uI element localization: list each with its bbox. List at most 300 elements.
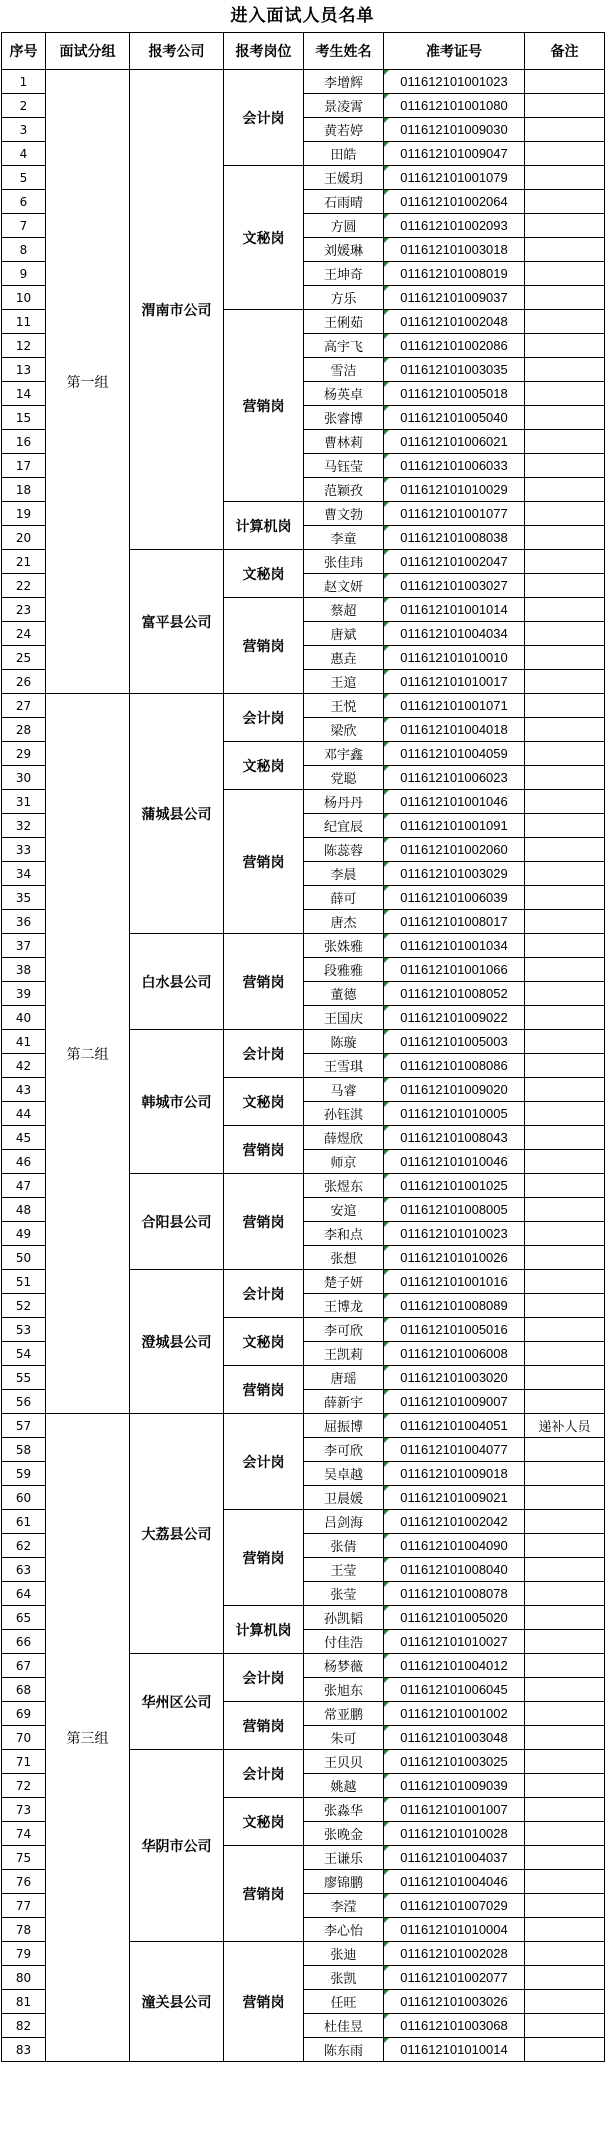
note-cell [525, 1582, 605, 1606]
note-cell [525, 1126, 605, 1150]
note-cell [525, 94, 605, 118]
candidate-name-cell: 姚越 [304, 1774, 384, 1798]
exam-id-cell: 011612101008052 [384, 982, 525, 1006]
seq-cell: 36 [2, 910, 46, 934]
candidate-name-cell: 雪洁 [304, 358, 384, 382]
exam-id-cell: 011612101003035 [384, 358, 525, 382]
candidate-name-cell: 张煜东 [304, 1174, 384, 1198]
seq-cell: 10 [2, 286, 46, 310]
exam-id-cell: 011612101006039 [384, 886, 525, 910]
candidate-name-cell: 张凯 [304, 1966, 384, 1990]
position-cell: 文秘岗 [224, 1318, 304, 1366]
note-cell [525, 1654, 605, 1678]
candidate-name-cell: 梁欣 [304, 718, 384, 742]
candidate-name-cell: 陈蕊蓉 [304, 838, 384, 862]
candidate-name-cell: 党聪 [304, 766, 384, 790]
position-cell: 会计岗 [224, 1654, 304, 1702]
candidate-name-cell: 张倩 [304, 1534, 384, 1558]
exam-id-cell: 011612101006021 [384, 430, 525, 454]
exam-id-cell: 011612101008040 [384, 1558, 525, 1582]
candidate-name-cell: 董德 [304, 982, 384, 1006]
seq-cell: 22 [2, 574, 46, 598]
note-cell [525, 1558, 605, 1582]
candidate-name-cell: 廖锦鹏 [304, 1870, 384, 1894]
candidate-name-cell: 王媛玥 [304, 166, 384, 190]
note-cell [525, 1822, 605, 1846]
exam-id-cell: 011612101008089 [384, 1294, 525, 1318]
note-cell [525, 1366, 605, 1390]
note-cell [525, 526, 605, 550]
position-cell: 会计岗 [224, 70, 304, 166]
company-cell: 大荔县公司 [130, 1414, 224, 1654]
candidate-name-cell: 楚子妍 [304, 1270, 384, 1294]
seq-cell: 78 [2, 1918, 46, 1942]
position-cell: 营销岗 [224, 1174, 304, 1270]
position-cell: 会计岗 [224, 1030, 304, 1078]
seq-cell: 74 [2, 1822, 46, 1846]
candidate-name-cell: 安逭 [304, 1198, 384, 1222]
exam-id-cell: 011612101001034 [384, 934, 525, 958]
candidate-name-cell: 李心怡 [304, 1918, 384, 1942]
note-cell [525, 1462, 605, 1486]
seq-cell: 73 [2, 1798, 46, 1822]
candidate-name-cell: 石雨晴 [304, 190, 384, 214]
note-cell [525, 910, 605, 934]
candidate-name-cell: 吕剑海 [304, 1510, 384, 1534]
candidate-name-cell: 方乐 [304, 286, 384, 310]
exam-id-cell: 011612101009007 [384, 1390, 525, 1414]
seq-cell: 56 [2, 1390, 46, 1414]
exam-id-cell: 011612101010029 [384, 478, 525, 502]
seq-cell: 23 [2, 598, 46, 622]
candidate-name-cell: 卫晨媛 [304, 1486, 384, 1510]
seq-cell: 61 [2, 1510, 46, 1534]
table-body [2, 70, 605, 2062]
seq-cell: 18 [2, 478, 46, 502]
note-cell [525, 1006, 605, 1030]
seq-cell: 77 [2, 1894, 46, 1918]
exam-id-cell: 011612101008005 [384, 1198, 525, 1222]
seq-cell: 66 [2, 1630, 46, 1654]
seq-cell: 21 [2, 550, 46, 574]
note-cell [525, 598, 605, 622]
candidate-name-cell: 段雅雅 [304, 958, 384, 982]
exam-id-cell: 011612101004051 [384, 1414, 525, 1438]
exam-id-cell: 011612101008086 [384, 1054, 525, 1078]
header-position: 报考岗位 [224, 33, 304, 70]
seq-cell: 39 [2, 982, 46, 1006]
candidate-name-cell: 常亚鹏 [304, 1702, 384, 1726]
note-cell [525, 1918, 605, 1942]
seq-cell: 71 [2, 1750, 46, 1774]
seq-cell: 54 [2, 1342, 46, 1366]
exam-id-cell: 011612101006033 [384, 454, 525, 478]
position-cell: 营销岗 [224, 1942, 304, 2062]
candidate-name-cell: 孙凯韬 [304, 1606, 384, 1630]
candidate-name-cell: 张淼华 [304, 1798, 384, 1822]
exam-id-cell: 011612101003027 [384, 574, 525, 598]
note-cell [525, 958, 605, 982]
note-cell [525, 1534, 605, 1558]
candidate-name-cell: 杜佳昱 [304, 2014, 384, 2038]
candidate-name-cell: 杨丹丹 [304, 790, 384, 814]
seq-cell: 83 [2, 2038, 46, 2062]
exam-id-cell: 011612101005003 [384, 1030, 525, 1054]
note-cell [525, 1774, 605, 1798]
exam-id-cell: 011612101004012 [384, 1654, 525, 1678]
exam-id-cell: 011612101001091 [384, 814, 525, 838]
seq-cell: 15 [2, 406, 46, 430]
exam-id-cell: 011612101009022 [384, 1006, 525, 1030]
candidate-name-cell: 纪宜辰 [304, 814, 384, 838]
exam-id-cell: 011612101004018 [384, 718, 525, 742]
seq-cell: 12 [2, 334, 46, 358]
exam-id-cell: 011612101010014 [384, 2038, 525, 2062]
exam-id-cell: 011612101008038 [384, 526, 525, 550]
candidate-name-cell: 王贝贝 [304, 1750, 384, 1774]
position-cell: 计算机岗 [224, 1606, 304, 1654]
seq-cell: 7 [2, 214, 46, 238]
seq-cell: 35 [2, 886, 46, 910]
exam-id-cell: 011612101006008 [384, 1342, 525, 1366]
exam-id-cell: 011612101001077 [384, 502, 525, 526]
seq-cell: 80 [2, 1966, 46, 1990]
note-cell [525, 1486, 605, 1510]
exam-id-cell: 011612101005018 [384, 382, 525, 406]
seq-cell: 45 [2, 1126, 46, 1150]
seq-cell: 69 [2, 1702, 46, 1726]
note-cell [525, 886, 605, 910]
candidate-name-cell: 屈振博 [304, 1414, 384, 1438]
note-cell [525, 1318, 605, 1342]
exam-id-cell: 011612101010023 [384, 1222, 525, 1246]
company-cell: 潼关县公司 [130, 1942, 224, 2062]
company-cell: 合阳县公司 [130, 1174, 224, 1270]
position-cell: 会计岗 [224, 1750, 304, 1798]
candidate-name-cell: 蔡超 [304, 598, 384, 622]
seq-cell: 46 [2, 1150, 46, 1174]
seq-cell: 43 [2, 1078, 46, 1102]
candidate-name-cell: 张迪 [304, 1942, 384, 1966]
seq-cell: 13 [2, 358, 46, 382]
seq-cell: 75 [2, 1846, 46, 1870]
exam-id-cell: 011612101001066 [384, 958, 525, 982]
seq-cell: 16 [2, 430, 46, 454]
candidate-name-cell: 张想 [304, 1246, 384, 1270]
seq-cell: 41 [2, 1030, 46, 1054]
candidate-name-cell: 张晚金 [304, 1822, 384, 1846]
exam-id-cell: 011612101002077 [384, 1966, 525, 1990]
company-cell: 澄城县公司 [130, 1270, 224, 1414]
note-cell [525, 1678, 605, 1702]
note-cell [525, 790, 605, 814]
seq-cell: 26 [2, 670, 46, 694]
exam-id-cell: 011612101004077 [384, 1438, 525, 1462]
candidate-name-cell: 王莹 [304, 1558, 384, 1582]
candidate-name-cell: 张睿博 [304, 406, 384, 430]
position-cell: 文秘岗 [224, 1798, 304, 1846]
candidate-name-cell: 张姝雅 [304, 934, 384, 958]
exam-id-cell: 011612101003048 [384, 1726, 525, 1750]
candidate-name-cell: 张莹 [304, 1582, 384, 1606]
exam-id-cell: 011612101001007 [384, 1798, 525, 1822]
exam-id-cell: 011612101001025 [384, 1174, 525, 1198]
candidate-name-cell: 唐瑶 [304, 1366, 384, 1390]
exam-id-cell: 011612101003025 [384, 1750, 525, 1774]
exam-id-cell: 011612101006045 [384, 1678, 525, 1702]
note-cell [525, 814, 605, 838]
note-cell [525, 190, 605, 214]
note-cell [525, 838, 605, 862]
exam-id-cell: 011612101008043 [384, 1126, 525, 1150]
note-cell [525, 742, 605, 766]
seq-cell: 81 [2, 1990, 46, 2014]
note-cell [525, 142, 605, 166]
note-cell [525, 862, 605, 886]
note-cell [525, 982, 605, 1006]
seq-cell: 63 [2, 1558, 46, 1582]
seq-cell: 51 [2, 1270, 46, 1294]
exam-id-cell: 011612101002064 [384, 190, 525, 214]
candidate-name-cell: 李可欣 [304, 1438, 384, 1462]
seq-cell: 34 [2, 862, 46, 886]
exam-id-cell: 011612101001002 [384, 1702, 525, 1726]
table-row [2, 1414, 605, 1438]
note-cell [525, 1942, 605, 1966]
header-seq: 序号 [2, 33, 46, 70]
candidate-name-cell: 李可欣 [304, 1318, 384, 1342]
company-cell: 韩城市公司 [130, 1030, 224, 1174]
seq-cell: 3 [2, 118, 46, 142]
candidate-name-cell: 朱可 [304, 1726, 384, 1750]
company-cell: 渭南市公司 [130, 70, 224, 550]
exam-id-cell: 011612101001046 [384, 790, 525, 814]
note-cell [525, 1750, 605, 1774]
position-cell: 营销岗 [224, 598, 304, 694]
exam-id-cell: 011612101004090 [384, 1534, 525, 1558]
note-cell [525, 1078, 605, 1102]
exam-id-cell: 011612101003029 [384, 862, 525, 886]
position-cell: 文秘岗 [224, 742, 304, 790]
position-cell: 文秘岗 [224, 166, 304, 310]
note-cell [525, 262, 605, 286]
candidate-name-cell: 王雪琪 [304, 1054, 384, 1078]
seq-cell: 68 [2, 1678, 46, 1702]
candidate-name-cell: 王悦 [304, 694, 384, 718]
note-cell [525, 1342, 605, 1366]
exam-id-cell: 011612101010010 [384, 646, 525, 670]
position-cell: 营销岗 [224, 1510, 304, 1606]
note-cell [525, 1990, 605, 2014]
company-cell: 华州区公司 [130, 1654, 224, 1750]
header-group: 面试分组 [46, 33, 130, 70]
candidate-name-cell: 孙钰淇 [304, 1102, 384, 1126]
candidate-name-cell: 师京 [304, 1150, 384, 1174]
position-cell: 文秘岗 [224, 1078, 304, 1126]
position-cell: 文秘岗 [224, 550, 304, 598]
header-note: 备注 [525, 33, 605, 70]
seq-cell: 25 [2, 646, 46, 670]
candidate-name-cell: 高宇飞 [304, 334, 384, 358]
seq-cell: 76 [2, 1870, 46, 1894]
note-cell: 递补人员 [525, 1414, 605, 1438]
candidate-name-cell: 刘媛琳 [304, 238, 384, 262]
seq-cell: 27 [2, 694, 46, 718]
candidate-name-cell: 李童 [304, 526, 384, 550]
seq-cell: 32 [2, 814, 46, 838]
candidate-name-cell: 王国庆 [304, 1006, 384, 1030]
seq-cell: 6 [2, 190, 46, 214]
note-cell [525, 454, 605, 478]
note-cell [525, 1798, 605, 1822]
candidate-name-cell: 陈璇 [304, 1030, 384, 1054]
seq-cell: 65 [2, 1606, 46, 1630]
candidate-name-cell: 马钰莹 [304, 454, 384, 478]
seq-cell: 70 [2, 1726, 46, 1750]
position-cell: 计算机岗 [224, 502, 304, 550]
note-cell [525, 622, 605, 646]
position-cell: 营销岗 [224, 1846, 304, 1942]
exam-id-cell: 011612101009047 [384, 142, 525, 166]
exam-id-cell: 011612101010005 [384, 1102, 525, 1126]
note-cell [525, 718, 605, 742]
position-cell: 会计岗 [224, 1270, 304, 1318]
seq-cell: 2 [2, 94, 46, 118]
note-cell [525, 2014, 605, 2038]
exam-id-cell: 011612101009018 [384, 1462, 525, 1486]
seq-cell: 33 [2, 838, 46, 862]
exam-id-cell: 011612101004059 [384, 742, 525, 766]
candidate-name-cell: 付佳浩 [304, 1630, 384, 1654]
seq-cell: 64 [2, 1582, 46, 1606]
exam-id-cell: 011612101002093 [384, 214, 525, 238]
exam-id-cell: 011612101001071 [384, 694, 525, 718]
exam-id-cell: 011612101005016 [384, 1318, 525, 1342]
note-cell [525, 334, 605, 358]
position-cell: 会计岗 [224, 694, 304, 742]
note-cell [525, 934, 605, 958]
exam-id-cell: 011612101010017 [384, 670, 525, 694]
seq-cell: 38 [2, 958, 46, 982]
candidate-name-cell: 李滢 [304, 1894, 384, 1918]
exam-id-cell: 011612101004037 [384, 1846, 525, 1870]
note-cell [525, 1630, 605, 1654]
seq-cell: 5 [2, 166, 46, 190]
candidate-name-cell: 张佳玮 [304, 550, 384, 574]
note-cell [525, 1030, 605, 1054]
exam-id-cell: 011612101003068 [384, 2014, 525, 2038]
note-cell [525, 1222, 605, 1246]
note-cell [525, 1054, 605, 1078]
candidate-name-cell: 唐斌 [304, 622, 384, 646]
seq-cell: 53 [2, 1318, 46, 1342]
note-cell [525, 1606, 605, 1630]
note-cell [525, 118, 605, 142]
candidate-name-cell: 王俐茹 [304, 310, 384, 334]
note-cell [525, 502, 605, 526]
seq-cell: 60 [2, 1486, 46, 1510]
exam-id-cell: 011612101010026 [384, 1246, 525, 1270]
position-cell: 营销岗 [224, 790, 304, 934]
note-cell [525, 1702, 605, 1726]
note-cell [525, 766, 605, 790]
candidate-name-cell: 曹文勃 [304, 502, 384, 526]
group-cell: 第三组 [46, 1414, 130, 2062]
exam-id-cell: 011612101001023 [384, 70, 525, 94]
seq-cell: 52 [2, 1294, 46, 1318]
candidate-name-cell: 曹林莉 [304, 430, 384, 454]
seq-cell: 4 [2, 142, 46, 166]
note-cell [525, 310, 605, 334]
note-cell [525, 430, 605, 454]
seq-cell: 50 [2, 1246, 46, 1270]
seq-cell: 58 [2, 1438, 46, 1462]
note-cell [525, 406, 605, 430]
company-cell: 富平县公司 [130, 550, 224, 694]
note-cell [525, 1294, 605, 1318]
exam-id-cell: 011612101008017 [384, 910, 525, 934]
table-row [2, 694, 605, 718]
seq-cell: 8 [2, 238, 46, 262]
note-cell [525, 1726, 605, 1750]
exam-id-cell: 011612101009021 [384, 1486, 525, 1510]
candidate-name-cell: 方圆 [304, 214, 384, 238]
seq-cell: 11 [2, 310, 46, 334]
table-row [2, 70, 605, 94]
candidate-name-cell: 马睿 [304, 1078, 384, 1102]
exam-id-cell: 011612101001014 [384, 598, 525, 622]
note-cell [525, 1150, 605, 1174]
note-cell [525, 1894, 605, 1918]
note-cell [525, 70, 605, 94]
candidate-name-cell: 杨梦薇 [304, 1654, 384, 1678]
exam-id-cell: 011612101002086 [384, 334, 525, 358]
seq-cell: 59 [2, 1462, 46, 1486]
exam-id-cell: 011612101010046 [384, 1150, 525, 1174]
candidate-name-cell: 李和点 [304, 1222, 384, 1246]
page-title: 进入面试人员名单 [230, 6, 375, 26]
exam-id-cell: 011612101004046 [384, 1870, 525, 1894]
seq-cell: 20 [2, 526, 46, 550]
position-cell: 营销岗 [224, 310, 304, 502]
note-cell [525, 694, 605, 718]
note-cell [525, 550, 605, 574]
note-cell [525, 1966, 605, 1990]
seq-cell: 28 [2, 718, 46, 742]
header-exam-id: 准考证号 [384, 33, 525, 70]
position-cell: 营销岗 [224, 934, 304, 1030]
exam-id-cell: 011612101003026 [384, 1990, 525, 2014]
note-cell [525, 646, 605, 670]
company-cell: 白水县公司 [130, 934, 224, 1030]
candidate-name-cell: 任旺 [304, 1990, 384, 2014]
seq-cell: 9 [2, 262, 46, 286]
exam-id-cell: 011612101006023 [384, 766, 525, 790]
exam-id-cell: 011612101008019 [384, 262, 525, 286]
seq-cell: 55 [2, 1366, 46, 1390]
candidate-name-cell: 薛新宇 [304, 1390, 384, 1414]
exam-id-cell: 011612101002047 [384, 550, 525, 574]
note-cell [525, 1246, 605, 1270]
note-cell [525, 358, 605, 382]
note-cell [525, 1438, 605, 1462]
seq-cell: 82 [2, 2014, 46, 2038]
seq-cell: 79 [2, 1942, 46, 1966]
note-cell [525, 214, 605, 238]
company-cell: 蒲城县公司 [130, 694, 224, 934]
exam-id-cell: 011612101004034 [384, 622, 525, 646]
note-cell [525, 1102, 605, 1126]
